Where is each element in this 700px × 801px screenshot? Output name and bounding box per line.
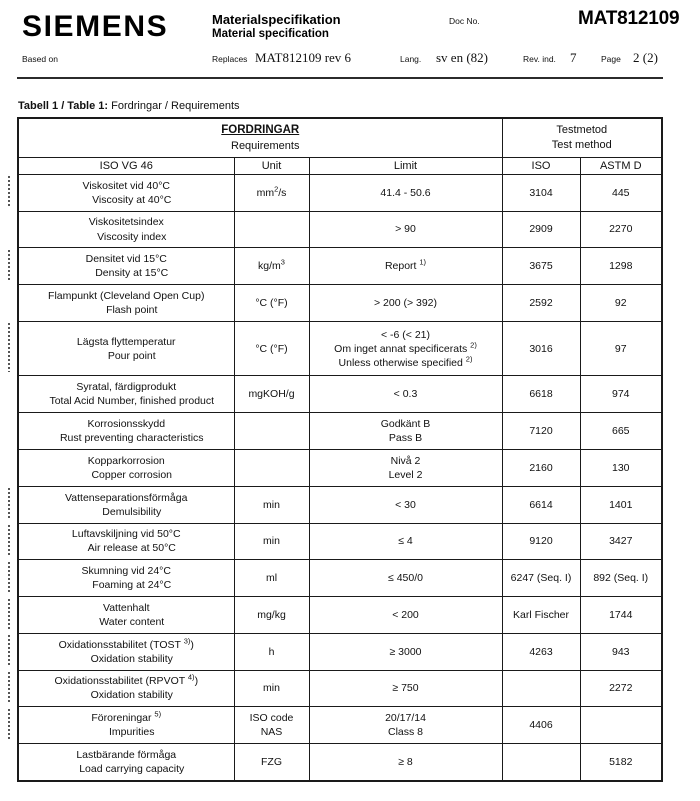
- row-limit-line: Pass B: [388, 432, 423, 445]
- row-iso-cell: [502, 744, 580, 780]
- row-limit-line: > 200 (> 392): [373, 297, 438, 310]
- row-astm-cell: 130: [580, 450, 661, 487]
- row-label-sv: Flampunkt (Cleveland Open Cup): [48, 289, 205, 302]
- row-label-en: Demulsibility: [102, 505, 162, 518]
- row-label-en: Foaming at 24°C: [92, 579, 172, 592]
- row-astm-cell: 92: [580, 285, 661, 322]
- row-label-en: Density at 15°C: [95, 267, 169, 280]
- table-row: [19, 744, 661, 780]
- row-label-en: Oxidation stability: [90, 689, 173, 702]
- row-label-sv: Korrosionsskydd: [87, 418, 166, 431]
- revision-change-bar: [8, 562, 10, 593]
- row-label-cell: [19, 560, 234, 597]
- row-astm-cell: 892 (Seq. I): [580, 560, 661, 597]
- row-label-cell: [19, 450, 234, 487]
- page-value: 2 (2): [633, 50, 658, 65]
- row-limit-line: ≥ 8: [398, 756, 413, 769]
- table-row: [19, 285, 661, 322]
- row-limit-cell: [309, 670, 502, 707]
- row-label-sv: Viskositetsindex: [88, 216, 164, 229]
- row-unit-cell: $kg/m^3$: [234, 248, 309, 285]
- row-limit-cell: [309, 450, 502, 487]
- row-label-en: Viscosity at 40°C: [92, 193, 172, 206]
- revision-change-bar: [8, 635, 10, 666]
- row-label-cell: [19, 670, 234, 707]
- test-method-header-sv: Testmetod: [556, 124, 608, 137]
- row-limit-line: < 0.3: [393, 388, 418, 401]
- row-limit-line: < -6 (< 21): [380, 328, 431, 341]
- row-label-sv: Föroreningar $^{5)}$: [91, 709, 162, 725]
- row-label-sv: Viskositet vid 40°C: [82, 179, 170, 192]
- row-label-en: Total Acid Number, finished product: [49, 395, 215, 408]
- row-label-cell: [19, 413, 234, 450]
- row-label-sv: Luftavskiljning vid 50°C: [71, 528, 181, 541]
- row-limit-line: ≥ 3000: [389, 645, 422, 658]
- row-label-cell: [19, 744, 234, 780]
- siemens-logo: SIEMENS: [22, 10, 169, 43]
- row-label-en: Copper corrosion: [91, 468, 173, 481]
- revision-change-bar: [8, 488, 10, 519]
- column-header-astm: ASTM D: [580, 158, 661, 174]
- document-header: [0, 0, 700, 84]
- row-limit-cell: [309, 633, 502, 670]
- row-label-en: Rust preventing characteristics: [59, 432, 204, 445]
- column-header-unit: Unit: [234, 158, 309, 174]
- row-label-sv: Lägsta flyttemperatur: [76, 335, 176, 348]
- requirements-table: [17, 117, 663, 782]
- table-header-band: [19, 119, 661, 158]
- row-limit-cell: [309, 486, 502, 523]
- replaces-value: MAT812109 rev 6: [255, 50, 352, 65]
- row-unit-cell: FZG: [234, 744, 309, 780]
- row-limit-cell: [309, 174, 502, 211]
- column-header-iso: ISO: [502, 158, 580, 174]
- row-astm-cell: 943: [580, 633, 661, 670]
- revision-change-bar: [8, 709, 10, 740]
- table-caption: [18, 100, 240, 112]
- row-iso-cell: 3104: [502, 174, 580, 211]
- row-iso-cell: 4263: [502, 633, 580, 670]
- row-astm-cell: 665: [580, 413, 661, 450]
- row-label-sv: Lastbärande förmåga: [76, 749, 177, 761]
- row-limit-line: Godkänt B: [380, 418, 431, 431]
- row-unit-cell: [234, 413, 309, 450]
- row-label-cell: [19, 486, 234, 523]
- row-astm-cell: 5182: [580, 744, 661, 780]
- table-column-header-row: [19, 158, 661, 174]
- row-iso-cell: 2909: [502, 211, 580, 248]
- row-iso-cell: 2592: [502, 285, 580, 322]
- row-limit-cell: [309, 523, 502, 560]
- table-row: [19, 321, 661, 376]
- table-row: [19, 248, 661, 285]
- row-astm-cell: 2270: [580, 211, 661, 248]
- row-limit-cell: [309, 744, 502, 780]
- row-limit-cell: [309, 560, 502, 597]
- row-limit-cell: [309, 597, 502, 634]
- table-row: [19, 413, 661, 450]
- rev-ind-value: 7: [570, 50, 577, 65]
- row-astm-cell: 974: [580, 376, 661, 413]
- table-row: [19, 450, 661, 487]
- row-label-sv: Kopparkorrosion: [87, 454, 165, 467]
- row-label-cell: [19, 174, 234, 211]
- row-iso-cell: 6618: [502, 376, 580, 413]
- row-iso-cell: 7120: [502, 413, 580, 450]
- table-row: [19, 211, 661, 248]
- row-unit-cell: [234, 211, 309, 248]
- lang-value: sv en (82): [436, 50, 488, 65]
- replaces-label: Replaces: [212, 54, 248, 64]
- row-label-cell: [19, 633, 234, 670]
- row-iso-cell: Karl Fischer: [502, 597, 580, 634]
- row-unit-cell: mgKOH/g: [234, 376, 309, 413]
- row-astm-cell: 3427: [580, 523, 661, 560]
- row-limit-line: Om inget annat specificerats $^{2)}$: [334, 340, 477, 355]
- row-limit-line: Nivå 2: [390, 454, 421, 467]
- row-limit-cell: [309, 707, 502, 744]
- row-label-cell: [19, 285, 234, 322]
- row-limit-cell: [309, 248, 502, 285]
- row-iso-cell: 3675: [502, 248, 580, 285]
- row-limit-line: ≤ 4: [398, 535, 413, 548]
- revision-change-bar: [8, 672, 10, 703]
- doc-no-value: MAT812109: [578, 8, 680, 29]
- row-iso-cell: [502, 670, 580, 707]
- row-label-sv: Vattenseparationsförmåga: [65, 491, 188, 504]
- row-limit-line: Class 8: [387, 726, 423, 739]
- row-label-en: Flash point: [106, 304, 158, 317]
- row-astm-cell: 445: [580, 174, 661, 211]
- row-unit-cell: °C (°F): [234, 321, 309, 376]
- table-caption-bold: Tabell 1 / Table 1:: [18, 100, 109, 112]
- row-limit-cell: [309, 413, 502, 450]
- table-row: [19, 633, 661, 670]
- row-unit-cell: °C (°F): [234, 285, 309, 322]
- row-label-en: Impurities: [108, 726, 155, 739]
- row-unit-cell: ml: [234, 560, 309, 597]
- revision-change-bar: [8, 599, 10, 630]
- based-on-label: Based on: [22, 54, 58, 64]
- row-label-cell: [19, 707, 234, 744]
- document-title-en: Material specification: [212, 28, 329, 40]
- column-header-limit: Limit: [309, 158, 502, 174]
- row-label-en: Air release at 50°C: [87, 542, 176, 555]
- row-limit-line: 20/17/14: [385, 712, 426, 725]
- test-method-header-cell: [502, 119, 661, 158]
- row-astm-cell: 1401: [580, 486, 661, 523]
- row-label-sv: Oxidationsstabilitet (RPVOT $^{4)}$): [54, 672, 199, 688]
- row-label-sv: Oxidationsstabilitet (TOST $^{3)}$): [58, 636, 194, 651]
- row-label-cell: [19, 321, 234, 376]
- row-unit-cell: min: [234, 670, 309, 707]
- row-label-sv: Syratal, färdigprodukt: [76, 381, 177, 394]
- revision-change-bar: [8, 323, 10, 372]
- row-label-sv: Densitet vid 15°C: [85, 253, 167, 266]
- row-label-sv: Vattenhalt: [102, 601, 150, 614]
- requirements-header-cell: [19, 119, 502, 158]
- row-limit-line: Report $^{1)}$: [384, 257, 427, 273]
- row-astm-cell: [580, 707, 661, 744]
- row-label-cell: [19, 248, 234, 285]
- row-label-en: Water content: [99, 615, 165, 628]
- test-method-header-en: Test method: [551, 139, 612, 152]
- table-row: [19, 376, 661, 413]
- revision-change-bar: [8, 525, 10, 556]
- row-astm-cell: 1744: [580, 597, 661, 634]
- row-limit-line: Level 2: [388, 468, 423, 481]
- row-iso-cell: 6614: [502, 486, 580, 523]
- row-iso-cell: 4406: [502, 707, 580, 744]
- row-astm-cell: 2272: [580, 670, 661, 707]
- row-label-sv: Skumning vid 24°C: [81, 565, 171, 578]
- table-caption-rest: Fordringar / Requirements: [108, 100, 240, 112]
- row-label-en: Pour point: [107, 349, 156, 362]
- rev-ind-label: Rev. ind.: [523, 54, 556, 64]
- row-astm-cell: 1298: [580, 248, 661, 285]
- row-iso-cell: 2160: [502, 450, 580, 487]
- table-row: [19, 707, 661, 744]
- header-divider: [17, 77, 663, 79]
- row-unit-cell: [234, 450, 309, 487]
- column-header-grade: ISO VG 46: [19, 158, 234, 174]
- document-title-sv: Materialspecifikation: [212, 12, 341, 27]
- page-label: Page: [601, 54, 621, 64]
- row-limit-line: ≤ 450/0: [388, 572, 423, 585]
- revision-change-bar: [8, 176, 10, 207]
- row-iso-cell: 9120: [502, 523, 580, 560]
- row-unit-cell: h: [234, 633, 309, 670]
- row-limit-line: > 90: [395, 223, 416, 236]
- revision-change-bar: [8, 250, 10, 281]
- row-unit-cell: ISO code NAS: [234, 707, 309, 744]
- row-limit-cell: [309, 376, 502, 413]
- row-label-cell: [19, 597, 234, 634]
- row-limit-line: < 200: [392, 608, 419, 621]
- row-iso-cell: 6247 (Seq. I): [502, 560, 580, 597]
- row-label-en: Oxidation stability: [90, 652, 173, 665]
- row-label-en: Viscosity index: [97, 230, 167, 243]
- row-limit-line: 41.4 - 50.6: [380, 186, 431, 199]
- row-unit-cell: mg/kg: [234, 597, 309, 634]
- row-limit-cell: [309, 321, 502, 376]
- row-limit-line: ≥ 750: [392, 682, 419, 695]
- row-limit-line: < 30: [395, 498, 416, 511]
- row-unit-cell: $mm^2/s$: [234, 174, 309, 211]
- row-label-cell: [19, 211, 234, 248]
- row-limit-cell: [309, 285, 502, 322]
- doc-no-label: Doc No.: [449, 16, 480, 26]
- lang-label: Lang.: [400, 54, 422, 64]
- row-unit-cell: min: [234, 523, 309, 560]
- row-iso-cell: 3016: [502, 321, 580, 376]
- table-row: [19, 597, 661, 634]
- row-limit-line: Unless otherwise specified $^{2)}$: [338, 354, 473, 369]
- row-limit-cell: [309, 211, 502, 248]
- row-astm-cell: 97: [580, 321, 661, 376]
- row-label-cell: [19, 376, 234, 413]
- row-label-cell: [19, 523, 234, 560]
- row-unit-cell: min: [234, 486, 309, 523]
- row-label-en: Load carrying capacity: [79, 763, 185, 776]
- table-row: [19, 174, 661, 211]
- table-row: [19, 560, 661, 597]
- requirements-header-sv: FORDRINGAR: [221, 124, 300, 137]
- requirements-header-en: Requirements: [231, 139, 300, 152]
- table-row: [19, 670, 661, 707]
- table-row: [19, 523, 661, 560]
- table-row: [19, 486, 661, 523]
